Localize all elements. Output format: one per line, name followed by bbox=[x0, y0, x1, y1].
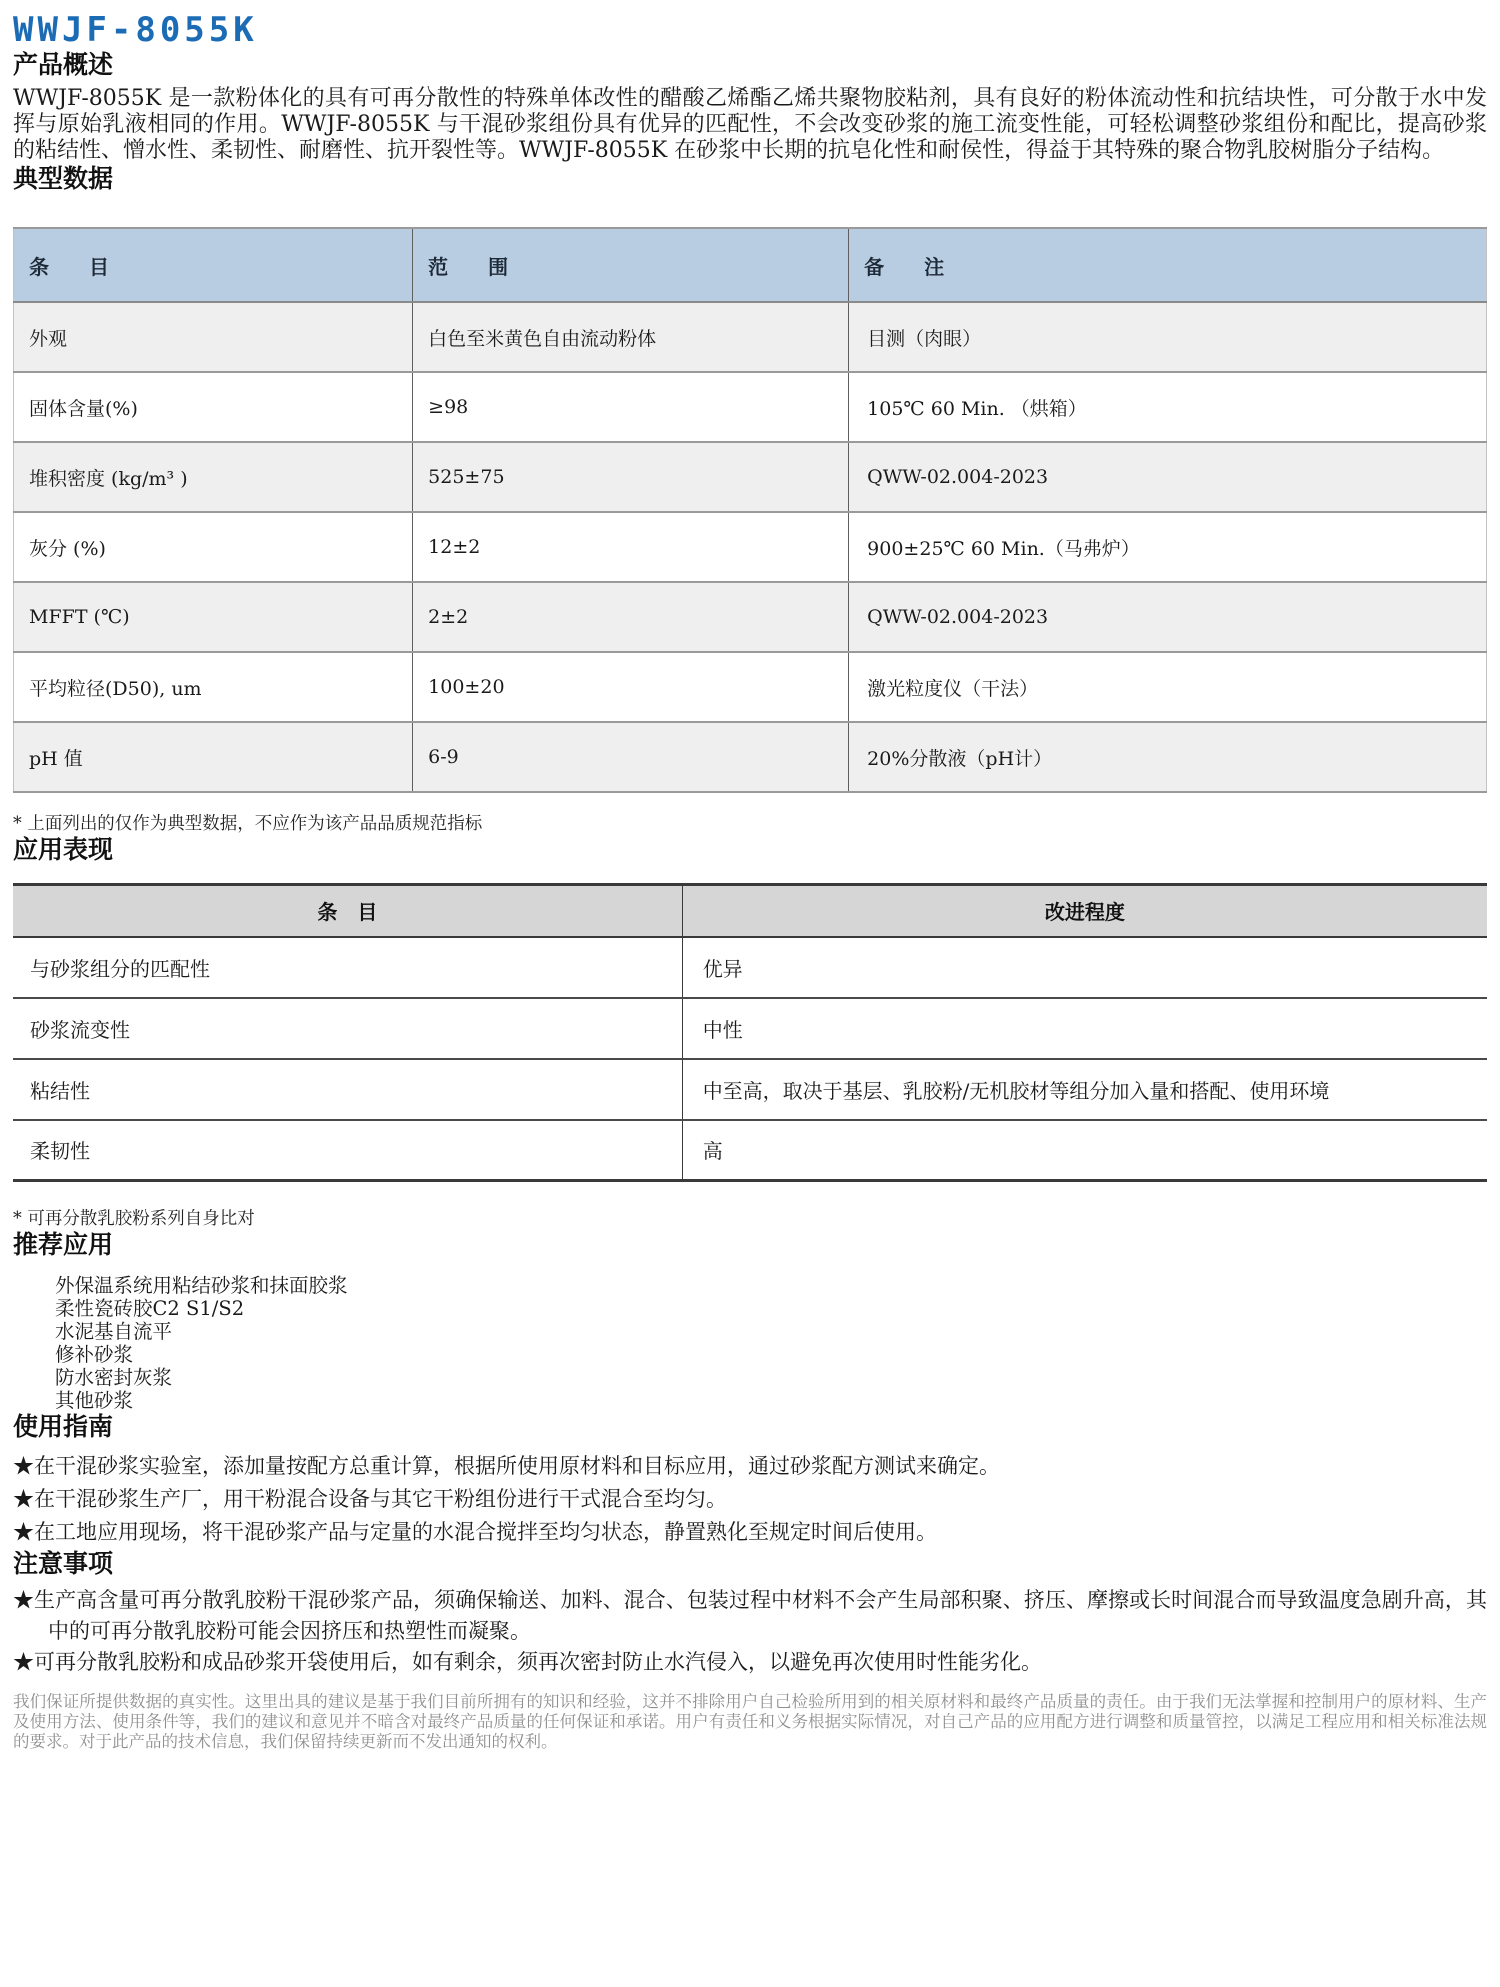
cell-item: pH 值 bbox=[14, 722, 413, 792]
cell-item: 平均粒径(D50), um bbox=[14, 652, 413, 722]
list-item: 水泥基自流平 bbox=[55, 1320, 173, 1343]
typical-data-note: * 上面列出的仅作为典型数据，不应作为该产品品质规范指标 bbox=[13, 814, 483, 834]
cell-item: 灰分 (%) bbox=[14, 512, 413, 582]
cell-remark: 900±25℃ 60 Min.（马弗炉） bbox=[849, 512, 1487, 582]
cell-item: 柔韧性 bbox=[13, 1120, 682, 1181]
typical-header-range: 范 围 bbox=[413, 228, 849, 302]
cell-item: 外观 bbox=[14, 302, 413, 372]
application-header-improvement: 改进程度 bbox=[682, 885, 1487, 937]
table-row-appearance bbox=[14, 302, 1487, 372]
cell-range: 2±2 bbox=[413, 582, 849, 652]
cell-improvement: 中性 bbox=[682, 998, 1487, 1059]
cell-range: 100±20 bbox=[413, 652, 849, 722]
overview-paragraph: WWJF-8055K 是一款粉体化的具有可再分散性的特殊单体改性的醋酸乙烯酯乙烯共聚物胶粘剂，具有良好的粉体流动性和抗结块性，可分散于水中发挥与原始乳液相同的作用。WWJF-8055K 与干混砂浆组份具有优异的匹配性，不会改变砂浆的施工流变性能，可轻松调整砂浆组份和配比，提高砂浆的粘结性、憎水性、柔韧性、耐磨性、抗开裂性等。WWJF-8055K 在砂浆中长期的抗皂化性和耐侯性，得益于其特殊的聚合物乳胶树脂分子结构。 bbox=[13, 86, 1487, 163]
usage-bullet: ★在干混砂浆实验室，添加量按配方总重计算，根据所使用原材料和目标应用，通过砂浆配方测试来确定。 bbox=[13, 1454, 1000, 1478]
typical-table-header-row bbox=[14, 228, 1487, 302]
table-row-compatibility bbox=[13, 937, 1487, 998]
cell-item: 粘结性 bbox=[13, 1059, 682, 1120]
cell-improvement: 中至高，取决于基层、乳胶粉/无机胶材等组分加入量和搭配、使用环境 bbox=[682, 1059, 1487, 1120]
cell-range: 525±75 bbox=[413, 442, 849, 512]
cell-remark: 105℃ 60 Min. （烘箱） bbox=[849, 372, 1487, 442]
table-row-ash bbox=[14, 512, 1487, 582]
disclaimer-text: 我们保证所提供数据的真实性。这里出具的建议是基于我们目前所拥有的知识和经验，这并不排除用户自己检验所用到的相关原材料和最终产品质量的责任。由于我们无法掌握和控制用户的原材料、生产及使用方法、使用条件等，我们的建议和意见并不暗含对最终产品质量的任何保证和承诺。用户有责任和义务根据实际情况，对自己产品的应用配方进行调整和质量管控，以满足工程应用和相关标准法规的要求。对于此产品的技术信息，我们保留持续更新而不发出通知的权利。 bbox=[13, 1692, 1487, 1751]
application-table bbox=[13, 883, 1487, 1182]
table-row-flexibility bbox=[13, 1120, 1487, 1181]
caution-bullet: ★可再分散乳胶粉和成品砂浆开袋使用后，如有剩余，须再次密封防止水汽侵入，以避免再次使用时性能劣化。 bbox=[13, 1650, 1042, 1674]
cell-remark: QWW-02.004-2023 bbox=[849, 582, 1487, 652]
cell-item: MFFT (℃) bbox=[14, 582, 413, 652]
usage-bullet-list bbox=[13, 1450, 1487, 1549]
cell-item: 砂浆流变性 bbox=[13, 998, 682, 1059]
cell-range: 6-9 bbox=[413, 722, 849, 792]
cautions-bullet-list bbox=[13, 1585, 1487, 1678]
table-row-particle-size bbox=[14, 652, 1487, 722]
section-heading-typical-data: 典型数据 bbox=[13, 164, 114, 193]
cell-range: 12±2 bbox=[413, 512, 849, 582]
typical-header-item: 条 目 bbox=[14, 228, 413, 302]
cell-improvement: 优异 bbox=[682, 937, 1487, 998]
application-header-item: 条 目 bbox=[13, 885, 682, 937]
cell-remark: 目测（肉眼） bbox=[849, 302, 1487, 372]
cell-remark: QWW-02.004-2023 bbox=[849, 442, 1487, 512]
application-note: * 可再分散乳胶粉系列自身比对 bbox=[13, 1209, 255, 1229]
section-heading-application: 应用表现 bbox=[13, 835, 114, 864]
table-row-adhesion bbox=[13, 1059, 1487, 1120]
cell-remark: 激光粒度仪（干法） bbox=[849, 652, 1487, 722]
product-title: WWJF-8055K bbox=[13, 10, 258, 50]
typical-header-remark: 备 注 bbox=[849, 228, 1487, 302]
table-row-bulk-density bbox=[14, 442, 1487, 512]
table-row-ph bbox=[14, 722, 1487, 792]
recommended-applications-list bbox=[13, 1274, 1487, 1412]
cell-item: 堆积密度 (kg/m³ ) bbox=[14, 442, 413, 512]
cell-item: 固体含量(%) bbox=[14, 372, 413, 442]
list-item: 外保温系统用粘结砂浆和抹面胶浆 bbox=[55, 1274, 348, 1297]
table-row-rheology bbox=[13, 998, 1487, 1059]
table-row-mfft bbox=[14, 582, 1487, 652]
typical-data-table bbox=[13, 227, 1487, 793]
list-item: 柔性瓷砖胶C2 S1/S2 bbox=[55, 1297, 245, 1320]
cell-range: 白色至米黄色自由流动粉体 bbox=[413, 302, 849, 372]
cell-remark: 20%分散液（pH计） bbox=[849, 722, 1487, 792]
list-item: 修补砂浆 bbox=[55, 1343, 134, 1366]
list-item: 防水密封灰浆 bbox=[55, 1366, 173, 1389]
usage-bullet: ★在工地应用现场，将干混砂浆产品与定量的水混合搅拌至均匀状态，静置熟化至规定时间后使用。 bbox=[13, 1520, 937, 1544]
cell-range: ≥98 bbox=[413, 372, 849, 442]
list-item: 其他砂浆 bbox=[55, 1389, 134, 1412]
cell-item: 与砂浆组分的匹配性 bbox=[13, 937, 682, 998]
usage-bullet: ★在干混砂浆生产厂，用干粉混合设备与其它干粉组份进行干式混合至均匀。 bbox=[13, 1487, 727, 1511]
section-heading-cautions: 注意事项 bbox=[13, 1549, 114, 1578]
section-heading-recommended: 推荐应用 bbox=[13, 1230, 114, 1259]
table-row-solids bbox=[14, 372, 1487, 442]
caution-bullet: ★生产高含量可再分散乳胶粉干混砂浆产品，须确保输送、加料、混合、包装过程中材料不会产生局部积聚、挤压、摩擦或长时间混合而导致温度急剧升高，其中的可再分散乳胶粉可能会因挤压和热塑性而凝聚。 bbox=[13, 1588, 1487, 1643]
section-heading-usage: 使用指南 bbox=[13, 1412, 114, 1441]
section-heading-overview: 产品概述 bbox=[13, 50, 114, 79]
cell-improvement: 高 bbox=[682, 1120, 1487, 1181]
application-table-header-row bbox=[13, 885, 1487, 937]
